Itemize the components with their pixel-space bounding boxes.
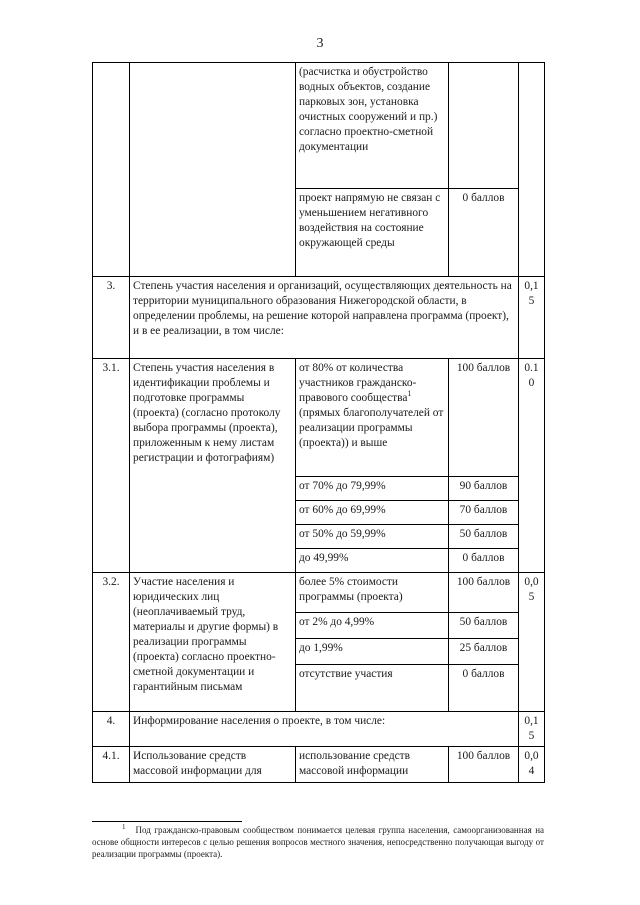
points-cell: 0 баллов — [449, 549, 519, 573]
points-cell: 0 баллов — [449, 665, 519, 712]
criterion-text: Степень участия населения в идентификации проблемы и подготовке программы (проекта) (согласно протоколу выбора программы (проекта), приложенным к нему листам регистрации и фотографиям) — [130, 359, 296, 573]
points-cell: 100 баллов — [449, 573, 519, 613]
option-text-part: (прямых благополучателей от реализации программы (проекта)) и выше — [299, 407, 444, 449]
table-row-section-4 — [93, 712, 545, 747]
option-text: от 50% до 59,99% — [296, 525, 449, 549]
table-row-4-1 — [93, 747, 545, 783]
weight-cell: 0,05 — [519, 573, 545, 712]
weight-cell: 0,15 — [519, 712, 545, 747]
option-text: от 70% до 79,99% — [296, 477, 449, 501]
footnote-marker: 1 — [122, 823, 126, 831]
option-text-part: от 80% от количества участников гражданско-правового сообщества — [299, 362, 417, 404]
page-number: 3 — [316, 36, 324, 51]
evaluation-criteria-table — [92, 62, 545, 783]
table-row-3-2 — [93, 573, 545, 613]
footnote-divider — [92, 821, 242, 822]
footnote-ref: 1 — [407, 389, 412, 399]
row-number: 3. — [93, 277, 130, 359]
option-text — [296, 359, 449, 477]
footnote — [92, 824, 544, 860]
row-number: 4. — [93, 712, 130, 747]
option-text: более 5% стоимости программы (проекта) — [296, 573, 449, 613]
weight-cell: 0.10 — [519, 359, 545, 573]
points-cell: 70 баллов — [449, 501, 519, 525]
section-heading: Информирование населения о проекте, в том числе: — [130, 712, 519, 747]
cell-num-empty — [93, 63, 130, 277]
footnote-text: Под гражданско-правовым сообществом понимается целевая группа населения, самоорганизованная на основе общности интересов с целью решения вопросов местного значения, непосредственно получающая выгоду от реализации программы (проекта). — [92, 825, 544, 859]
criterion-text: Участие населения и юридических лиц (неоплачиваемый труд, материалы и другие формы) в реализации программы (проекта) согласно проектно-сметной документации и гарантийным письмам — [130, 573, 296, 712]
option-text: от 2% до 4,99% — [296, 613, 449, 639]
option-text: (расчистка и обустройство водных объектов, создание парковых зон, установка очистных сооружений и пр.) согласно проектно-сметной документации — [296, 63, 449, 189]
weight-cell: 0,04 — [519, 747, 545, 783]
option-text: до 1,99% — [296, 639, 449, 665]
points-cell: 90 баллов — [449, 477, 519, 501]
points-cell: 50 баллов — [449, 525, 519, 549]
table-row-continuation — [93, 63, 545, 189]
row-number: 3.1. — [93, 359, 130, 573]
option-text: от 60% до 69,99% — [296, 501, 449, 525]
points-cell: 100 баллов — [449, 359, 519, 477]
cell-criterion-empty — [130, 63, 296, 277]
weight-cell: 0,15 — [519, 277, 545, 359]
criterion-text: Использование средств массовой информации для — [130, 747, 296, 783]
points-cell — [449, 63, 519, 189]
option-text: проект напрямую не связан с уменьшением негативного воздействия на состояние окружающей среды — [296, 189, 449, 277]
points-cell: 50 баллов — [449, 613, 519, 639]
option-text: отсутствие участия — [296, 665, 449, 712]
points-cell: 25 баллов — [449, 639, 519, 665]
points-cell: 100 баллов — [449, 747, 519, 783]
row-number: 4.1. — [93, 747, 130, 783]
table-row-3-1 — [93, 359, 545, 477]
weight-cell-empty — [519, 63, 545, 277]
row-number: 3.2. — [93, 573, 130, 712]
section-heading: Степень участия населения и организаций, осуществляющих деятельность на территории муниципального образования Нижегородской области, в определении проблемы, на решение которой направлена программа (проект), и в ее реализации, в том числе: — [130, 277, 519, 359]
option-text: использование средств массовой информации — [296, 747, 449, 783]
points-cell: 0 баллов — [449, 189, 519, 277]
table-row-section-3 — [93, 277, 545, 359]
option-text: до 49,99% — [296, 549, 449, 573]
